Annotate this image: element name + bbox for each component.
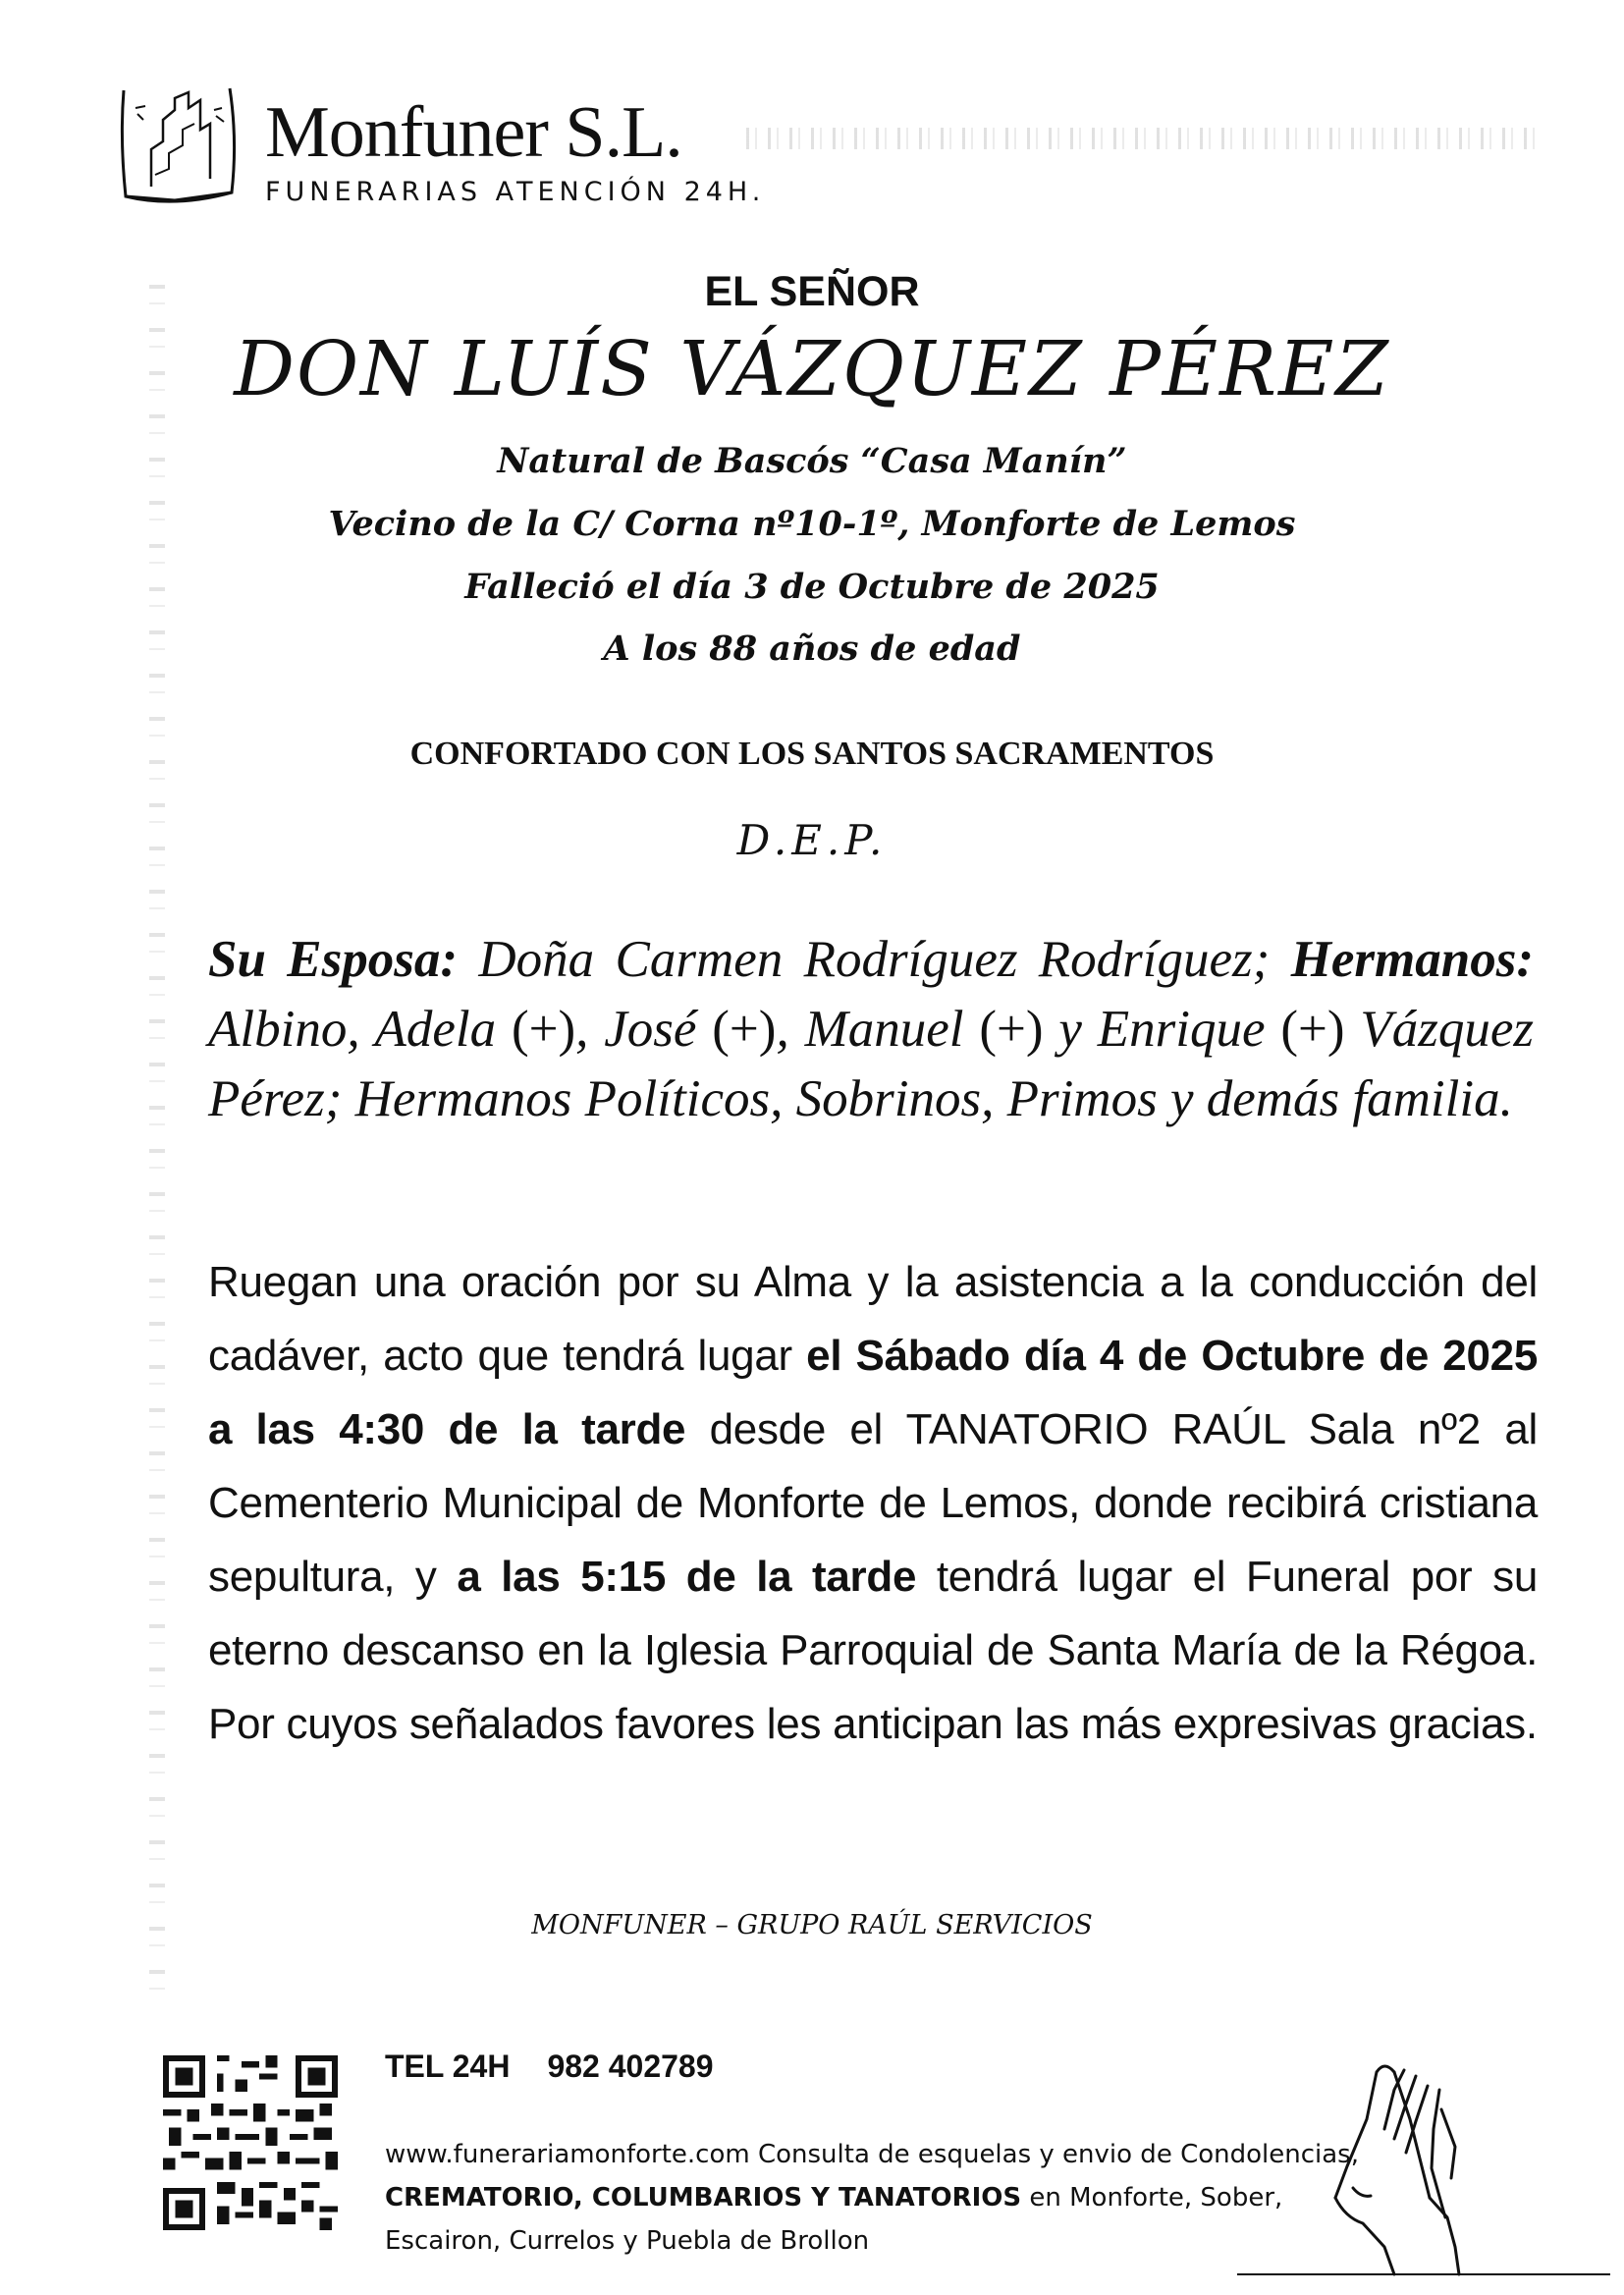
phone-number[interactable]: 982 402789 [547,2049,714,2084]
scan-edge-noise [149,285,165,2013]
funeral-time: a las 5:15 de la tarde [457,1553,917,1601]
conjunction-y: y [1058,1001,1082,1058]
sibling-jose: José [604,1001,697,1058]
sibling-manuel: Manuel [804,1001,964,1058]
service-text-1: Ruegan una oración por su Alma y la asistencia a la conducción del cadáver, acto que tendrá lugar [208,1258,1538,1380]
person-name: DON LUÍS VÁZQUEZ PÉREZ [234,326,1390,413]
comma: , [575,1001,589,1058]
brand-tagline: FUNERARIAS ATENCIÓN 24H. [265,177,766,207]
sibling-albino: Albino, [208,1001,360,1058]
detail-edad: A los 88 años de edad [603,628,1021,669]
footer-locations: Monforte, Sober, Escairon, Currelos y Puebla de Brollon [385,2183,1283,2256]
sacramentos-line: CONFORTADO CON LOS SANTOS SACRAMENTOS [409,736,1215,772]
scan-noise [746,128,1542,149]
qr-code-icon[interactable] [163,2055,338,2230]
phone-line [385,2050,714,2082]
dep-line: D.E.P. [736,816,888,864]
cross-icon: (+) [979,1001,1044,1058]
sibling-enrique: Enrique [1097,1001,1266,1058]
service-date: el Sábado día 4 de Octubre de 2025 a las 4:30 de la tarde [208,1332,1538,1453]
footer-info [385,2133,1367,2263]
cross-icon: (+) [712,1001,777,1058]
footer-en: en [1029,2183,1061,2213]
detail-fallecio: Falleció el día 3 de Octubre de 2025 [464,567,1160,607]
title-el-senor: EL SEÑOR [704,268,920,315]
detail-vecino: Vecino de la C/ Corna nº10-1º, Monforte de Lemos [328,504,1296,544]
praying-hands-icon [1237,2050,1610,2286]
service-text-3: tendrá lugar el Funeral por su eterno descanso en la Iglesia Parroquial de Santa María de la Régoa. Por cuyos señalados favores les anticipan las más expresivas gracias. [208,1553,1538,1748]
cross-icon: (+) [1280,1001,1345,1058]
signature: MONFUNER – GRUPO RAÚL SERVICIOS [531,1910,1093,1940]
family-paragraph [208,925,1534,1134]
comma: , [776,1001,789,1058]
family-rest: Vázquez Pérez; Hermanos Políticos, Sobrinos, Primos y demás familia. [208,1001,1535,1127]
service-text-2: desde el TANATORIO RAÚL Sala nº2 al Cementerio Municipal de Monforte de Lemos, donde recibirá cristiana sepultura, y [208,1405,1538,1601]
esposa-label: Su Esposa: [208,931,459,988]
monfuner-logo-icon [116,81,242,208]
website-link[interactable]: www.funerariamonforte.com [385,2140,750,2169]
detail-natural: Natural de Bascós “Casa Manín” [497,441,1127,481]
brand-name: Monfuner S.L. [265,92,682,173]
esposa-name: Doña Carmen Rodríguez Rodríguez; [478,931,1271,988]
footer-services: CREMATORIO, COLUMBARIOS Y TANATORIOS [385,2183,1022,2213]
hermanos-label: Hermanos: [1290,931,1535,988]
cross-icon: (+) [511,1001,576,1058]
sibling-adela: Adela [374,1001,497,1058]
footer-consulta: Consulta de esquelas y envio de Condolencias, [757,2140,1359,2169]
service-paragraph [208,1245,1538,1761]
phone-label: TEL 24H [385,2049,511,2084]
